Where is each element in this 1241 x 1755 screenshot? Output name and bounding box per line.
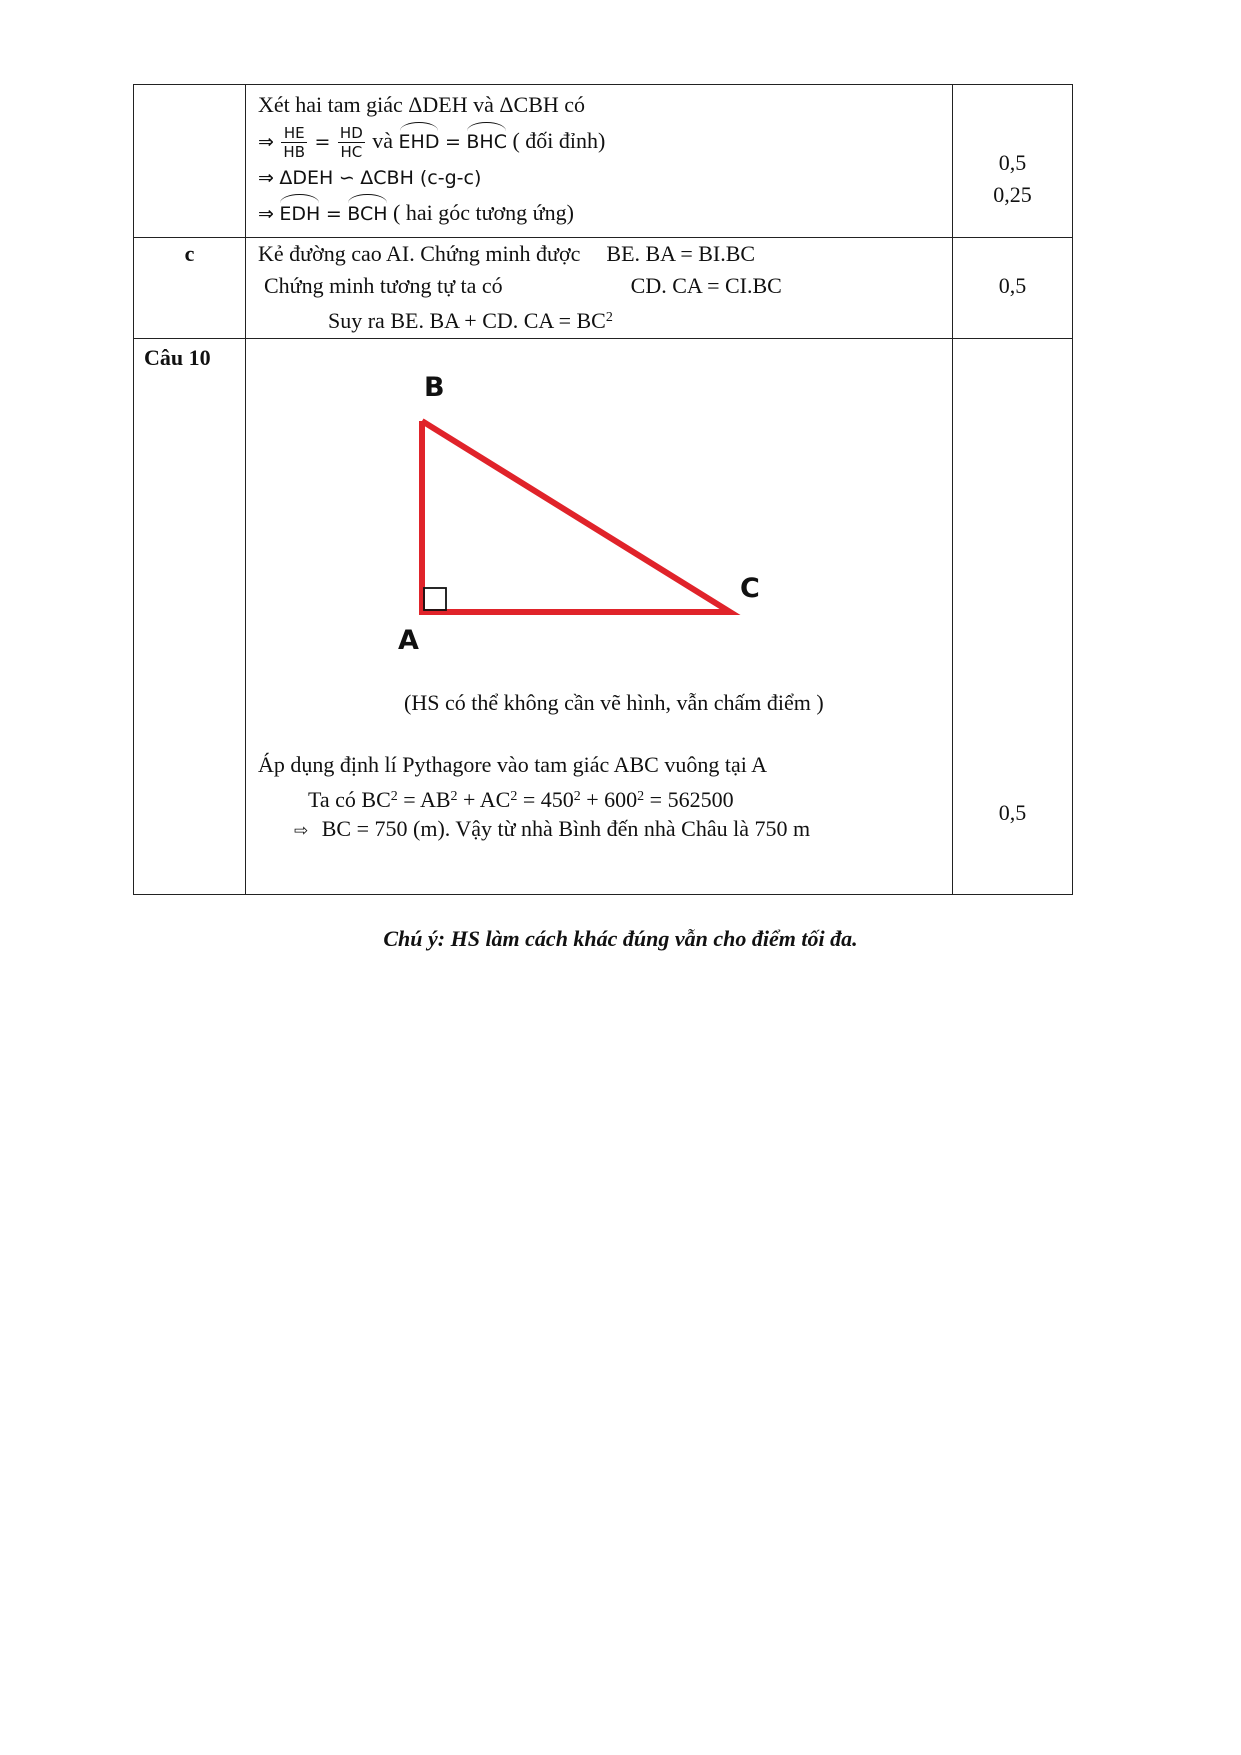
pythagore-statement: Áp dụng định lí Pythagore vào tam giác ABC vuông tại A (258, 752, 768, 777)
footnote: Chú ý: HS làm cách khác đúng vẫn cho điểm tối đa. (383, 926, 858, 951)
angle-bhc: BHC (466, 124, 507, 160)
row-c-line-1-formula: BE. BA = BI.BC (606, 241, 756, 266)
calc-part: = 450 (522, 787, 574, 812)
right-triangle-figure (394, 363, 814, 653)
implies-symbol: ⇒ (258, 131, 274, 153)
score-value: 0,5 (998, 800, 1027, 825)
row-b-line-2 (258, 123, 952, 162)
calc-part: Ta có BC (308, 787, 391, 812)
angle-edh: EDH (279, 196, 320, 232)
row-b-line-1: Xét hai tam giác ΔDEH và ΔCBH có (258, 92, 586, 117)
calc-part: = 562500 (649, 787, 734, 812)
row-c-content-cell (246, 238, 953, 339)
calc-part: + 600 (586, 787, 638, 812)
drawing-hint: (HS có thể không cần vẽ hình, vẫn chấm điểm ) (404, 690, 824, 715)
row-b-line-3 (258, 159, 952, 195)
row-cau10-content-cell (246, 339, 953, 895)
similar-symbol: ∽ (338, 167, 355, 189)
vertex-a-label: A (398, 625, 419, 653)
vertex-b-label: B (424, 372, 445, 403)
equals-symbol: = (325, 203, 342, 225)
table-row-c (134, 238, 1073, 339)
score-value: 0,5 (998, 150, 1027, 175)
superscript: 2 (450, 789, 458, 804)
calc-part: + AC (463, 787, 511, 812)
fraction-he-hb (281, 124, 307, 161)
question-label: Câu 10 (144, 345, 211, 370)
superscript: 2 (637, 789, 645, 804)
vertex-c-label: C (740, 573, 760, 604)
implies-arrow-icon: ⇨ (294, 821, 309, 841)
row-c-line-2-formula: CD. CA = CI.BC (630, 273, 782, 298)
row-cau10-label-cell (134, 339, 246, 895)
superscript: 2 (605, 310, 613, 325)
calc-part: = AB (403, 787, 451, 812)
row-b-score-cell (953, 85, 1073, 238)
grading-table (133, 84, 1073, 895)
row-c-label (134, 238, 246, 339)
table-row-cau-10 (134, 339, 1073, 895)
row-c-score-cell (953, 238, 1073, 339)
triangle-cbh: ΔCBH (c-g-c) (360, 167, 482, 189)
table-row-b (134, 85, 1073, 238)
score-value: 0,5 (998, 273, 1027, 298)
row-c-line-2-text: Chứng minh tương tự ta có (264, 273, 503, 298)
row-c-line-3 (258, 302, 952, 334)
fraction-denominator: HB (283, 143, 305, 162)
row-cau10-score-cell (953, 339, 1073, 895)
row-c-line-3-text: Suy ra BE. BA + CD. CA = BC (328, 308, 606, 333)
pythagore-calculation (308, 779, 734, 815)
angle-bch: BCH (347, 196, 387, 232)
row-c-line-1-text: Kẻ đường cao AI. Chứng minh được (258, 241, 581, 266)
row-c-line-2 (258, 270, 952, 302)
conjunction-text: và (372, 128, 394, 153)
conclusion-line (294, 811, 810, 847)
reason-text: ( đối đỉnh) (512, 128, 606, 153)
row-c-label-text: c (184, 241, 195, 266)
score-value: 0,25 (993, 182, 1032, 207)
fraction-hd-hc (338, 124, 365, 161)
triangle-outline (422, 421, 730, 612)
implies-symbol: ⇒ (258, 203, 274, 225)
equals-symbol: = (314, 131, 331, 153)
superscript: 2 (390, 789, 398, 804)
reason-text: ( hai góc tương ứng) (393, 200, 574, 225)
row-b-label-cell (134, 85, 246, 238)
fraction-numerator: HD (339, 124, 363, 143)
right-angle-marker (424, 588, 446, 610)
implies-symbol: ⇒ (258, 167, 274, 189)
superscript: 2 (573, 789, 581, 804)
angle-ehd: EHD (399, 124, 440, 160)
row-c-line-1 (258, 238, 952, 270)
row-b-content-cell (246, 85, 953, 238)
equals-symbol: = (444, 131, 461, 153)
superscript: 2 (510, 789, 518, 804)
fraction-denominator: HC (340, 143, 363, 162)
row-b-line-4 (258, 195, 952, 231)
triangle-deh: ΔDEH (279, 167, 334, 189)
conclusion-text: BC = 750 (m). Vậy từ nhà Bình đến nhà Châu là 750 m (321, 816, 811, 841)
fraction-numerator: HE (281, 124, 307, 143)
